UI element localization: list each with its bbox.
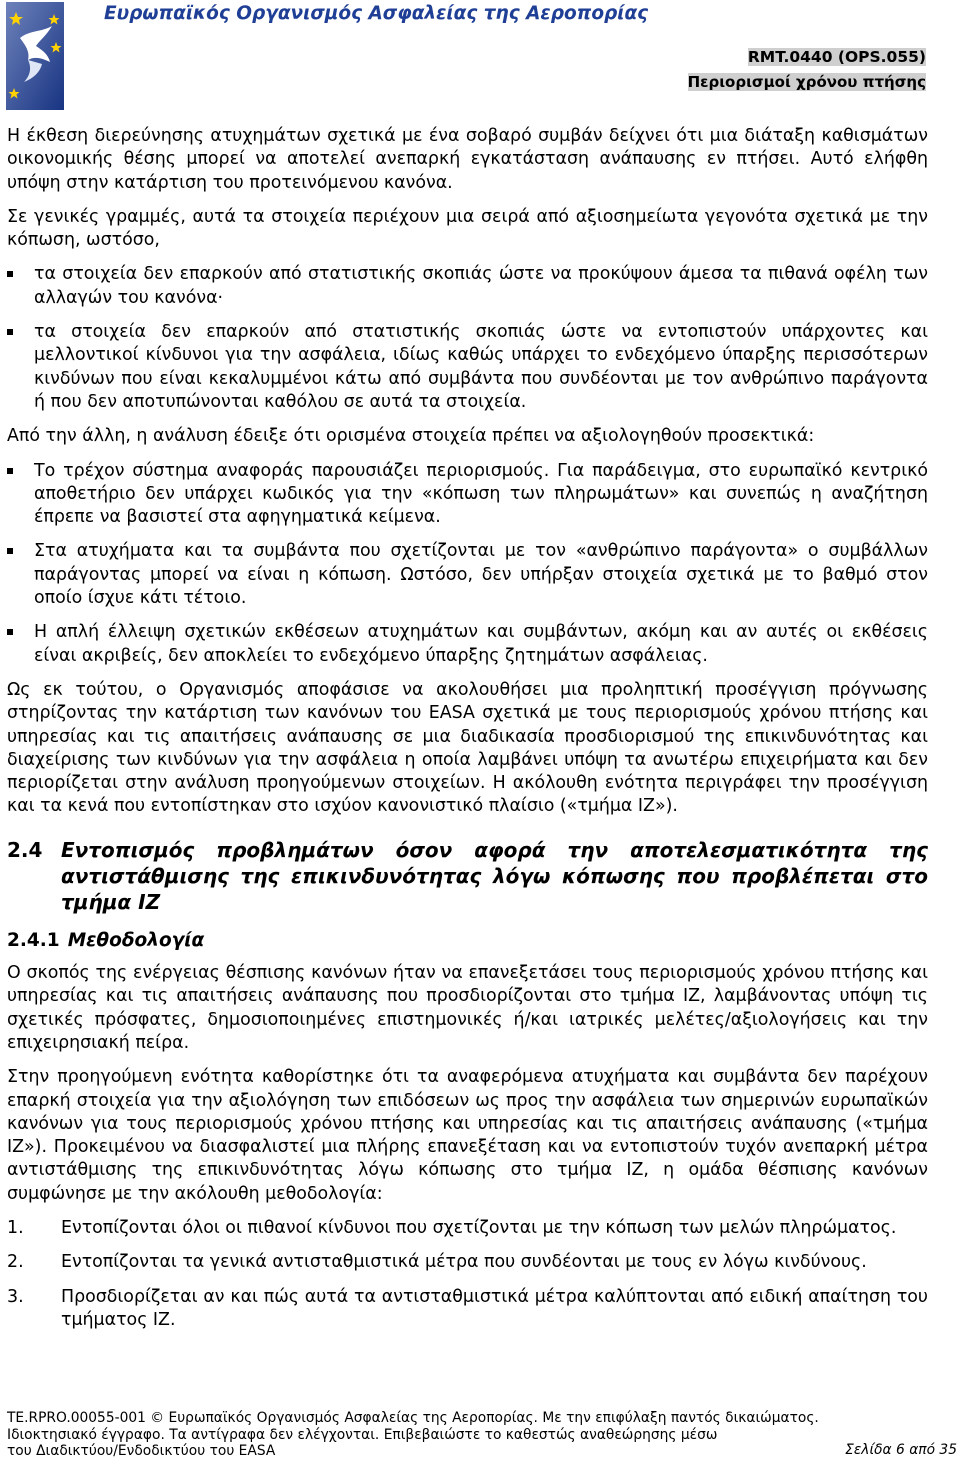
subsection-number: 2.4.1: [7, 929, 60, 951]
page-footer: [7, 1410, 957, 1460]
paragraph-2: Σε γενικές γραμμές, αυτά τα στοιχεία περιέχουν μια σειρά από αξιοσημείωτα γεγονότα σχετικά με την κόπωση, ωστόσο,: [7, 206, 928, 251]
list-item-text: τα στοιχεία δεν επαρκούν από στατιστικής σκοπιάς ώστε να εντοπιστούν υπάρχοντες και μελλοντικοί κίνδυνοι για την ασφάλεια, ιδίως καθώς υπάρχει το ενδεχόμενο ύπαρξης περισσότερων κινδύνων που είναι κεκαλυμμένοι κάτω από συμβάντα που συνδέονται με τον ανθρώπινο παράγοντα ή που δεν αποτυπώνονται καθόλου σε αυτά τα στοιχεία.: [34, 322, 928, 412]
paragraph-5: Ο σκοπός της ενέργειας θέσπισης κανόνων ήταν να επανεξετάσει τους περιορισμούς χρόνου πτήσης και υπηρεσίας και τις απαιτήσεις ανάπαυσης που προσδιορίζονται στο τμήμα ΙΖ, λαμβάνοντας υπόψη τις σχετικές πρόσφατες, δημοσιοποιημένες επιστημονικές ή/και ιατρικές μελέτες/αξιολογήσεις και την επιχειρησιακή πείρα.: [7, 963, 928, 1053]
easa-logo-icon: [6, 2, 64, 110]
footer-copyright: TE.RPRO.00055-001 © Ευρωπαϊκός Οργανισμός Ασφαλείας της Αεροπορίας. Με την επιφύλαξη παντός δικαιώματος.: [7, 1410, 819, 1426]
organization-title: Ευρωπαϊκός Οργανισμός Ασφαλείας της Αεροπορίας: [104, 3, 649, 24]
bullet-list-2: [7, 460, 928, 668]
step-number: 2.: [7, 1252, 24, 1273]
subsection-title: Μεθοδολογία: [67, 929, 205, 951]
step-text: Εντοπίζονται τα γενικά αντισταθμιστικά μέτρα που συνδέονται με τους εν λόγω κινδύνους.: [61, 1252, 867, 1273]
footer-notice-cont: του Διαδικτύου/Ενδοδικτύου του EASA: [7, 1443, 276, 1459]
document-reference-code: RMT.0440: [747, 48, 833, 66]
bullet-square-icon: [7, 329, 13, 335]
list-item: [7, 460, 928, 530]
step-number: 3.: [7, 1286, 24, 1307]
list-item: [7, 1286, 928, 1333]
list-item-text: Η απλή έλλειψη σχετικών εκθέσεων ατυχημάτων και συμβάντων, ακόμη και αν αυτές οι εκθέσεις είναι ακριβείς, δεν αποκλείει το ενδεχόμενο ύπαρξης ζητημάτων ασφάλειας.: [34, 622, 928, 666]
document-reference-suffix: (OPS.055): [832, 48, 926, 66]
subsection-heading: [7, 929, 928, 952]
step-number: 1.: [7, 1217, 24, 1238]
paragraph-3: Από την άλλη, η ανάλυση έδειξε ότι ορισμένα στοιχεία πρέπει να αξιολογηθούν προσεκτικά:: [7, 426, 815, 447]
section-title: Εντοπισμός προβλημάτων όσον αφορά την αποτελεσματικότητα της αντιστάθμισης της επικινδυνότητας λόγω κόπωσης που προβλέπεται στο τμήμα ΙΖ: [61, 837, 928, 914]
document-subtitle: [688, 73, 926, 91]
methodology-steps: [7, 1217, 928, 1332]
list-item-text: τα στοιχεία δεν επαρκούν από στατιστικής σκοπιάς ώστε να προκύψουν άμεσα τα πιθανά οφέλη των αλλαγών του κανόνα·: [34, 264, 928, 308]
bullet-square-icon: [7, 548, 13, 554]
paragraph-6: Στην προηγούμενη ενότητα καθορίστηκε ότι τα αναφερόμενα ατυχήματα και συμβάντα δεν παρέχουν επαρκή στοιχεία για την αξιολόγηση των επιδόσεων ως προς την ασφάλεια των σημερινών ευρωπαϊκών κανόνων για τους περιορισμούς χρόνου πτήσης και υπηρεσίας και τις απαιτήσεις ανάπαυσης («τμήμα ΙΖ»). Προκειμένου να διασφαλιστεί μια πλήρης επανεξέταση και να εντοπιστούν τυχόν ανεπαρκή μέτρα αντιστάθμισης της επικινδυνότητας λόγω κόπωσης στο τμήμα ΙΖ, η ομάδα θέσπισης κανόνων συμφώνησε με την ακόλουθη μεθοδολογία:: [7, 1067, 928, 1204]
bullet-list-1: [7, 263, 928, 414]
page-number: Σελίδα 6 από 35: [845, 1442, 957, 1458]
bullet-square-icon: [7, 271, 13, 277]
footer-notice: Ιδιοκτησιακό έγγραφο. Τα αντίγραφα δεν ελέγχονται. Επιβεβαιώστε το καθεστώς αναθεώρησης μέσω: [7, 1426, 718, 1443]
document-reference: [748, 48, 926, 66]
step-text: Εντοπίζονται όλοι οι πιθανοί κίνδυνοι που σχετίζονται με την κόπωση των μελών πληρώματος.: [61, 1217, 897, 1238]
list-item: [7, 321, 928, 414]
list-item: [7, 263, 928, 310]
document-body: [7, 125, 928, 1343]
section-heading: [7, 837, 928, 915]
list-item-text: Στα ατυχήματα και τα συμβάντα που σχετίζονται με τον «ανθρώπινο παράγοντα» ο συμβάλλων παράγοντας μπορεί να είναι η κόπωση. Ωστόσο, δεν υπήρξαν στοιχεία σχετικά με το βαθμό στον οποίο ίσχυε κάτι τέτοιο.: [34, 541, 928, 609]
document-subtitle-text: Περιορισμοί χρόνου πτήσης: [687, 73, 926, 91]
step-text: Προσδιορίζεται αν και πώς αυτά τα αντισταθμιστικά μέτρα καλύπτονται από ειδική απαίτηση του τμήματος ΙΖ.: [61, 1286, 928, 1330]
list-item: [7, 1217, 928, 1240]
list-item-text: Το τρέχον σύστημα αναφοράς παρουσιάζει περιορισμούς. Για παράδειγμα, στο ευρωπαϊκό κεντρικό αποθετήριο δεν υπάρχει κωδικός για την «κόπωση των πληρωμάτων» και συνεπώς η αναζήτηση έπρεπε να βασιστεί στα αφηγηματικά κείμενα.: [34, 460, 928, 528]
section-number: 2.4: [7, 837, 43, 862]
list-item: [7, 540, 928, 610]
list-item: [7, 621, 928, 668]
bullet-square-icon: [7, 468, 13, 474]
bullet-square-icon: [7, 629, 13, 635]
list-item: [7, 1251, 928, 1274]
paragraph-4: Ως εκ τούτου, ο Οργανισμός αποφάσισε να ακολουθήσει μια προληπτική προσέγγιση πρόγνωσης στηρίζοντας την κατάρτιση των κανόνων του EASA σχετικά με τους περιορισμούς χρόνου πτήσης και υπηρεσίας και τις απαιτήσεις ανάπαυσης σε μια διαδικασία προσδιορισμού της επικινδυνότητας και διαχείρισης των κινδύνων για την ασφάλεια η οποία λαμβάνει υπόψη τα ανωτέρω επιχειρήματα και δεν περιορίζεται στην ανάλυση προηγούμενων στοιχείων. Η ακόλουθη ενότητα περιγράφει την προσέγγιση και τα κενά που εντοπίστηκαν στο ισχύον κανονιστικό πλαίσιο («τμήμα ΙΖ»).: [7, 679, 928, 817]
paragraph-1: Η έκθεση διερεύνησης ατυχημάτων σχετικά με ένα σοβαρό συμβάν δείχνει ότι μια διάταξη καθισμάτων οικονομικής θέσης μπορεί να αποτελεί ανεπαρκή εγκατάσταση ανάπαυσης εν πτήσει. Αυτό ελήφθη υπόψη στην κατάρτιση του προτεινόμενου κανόνα.: [7, 126, 928, 193]
